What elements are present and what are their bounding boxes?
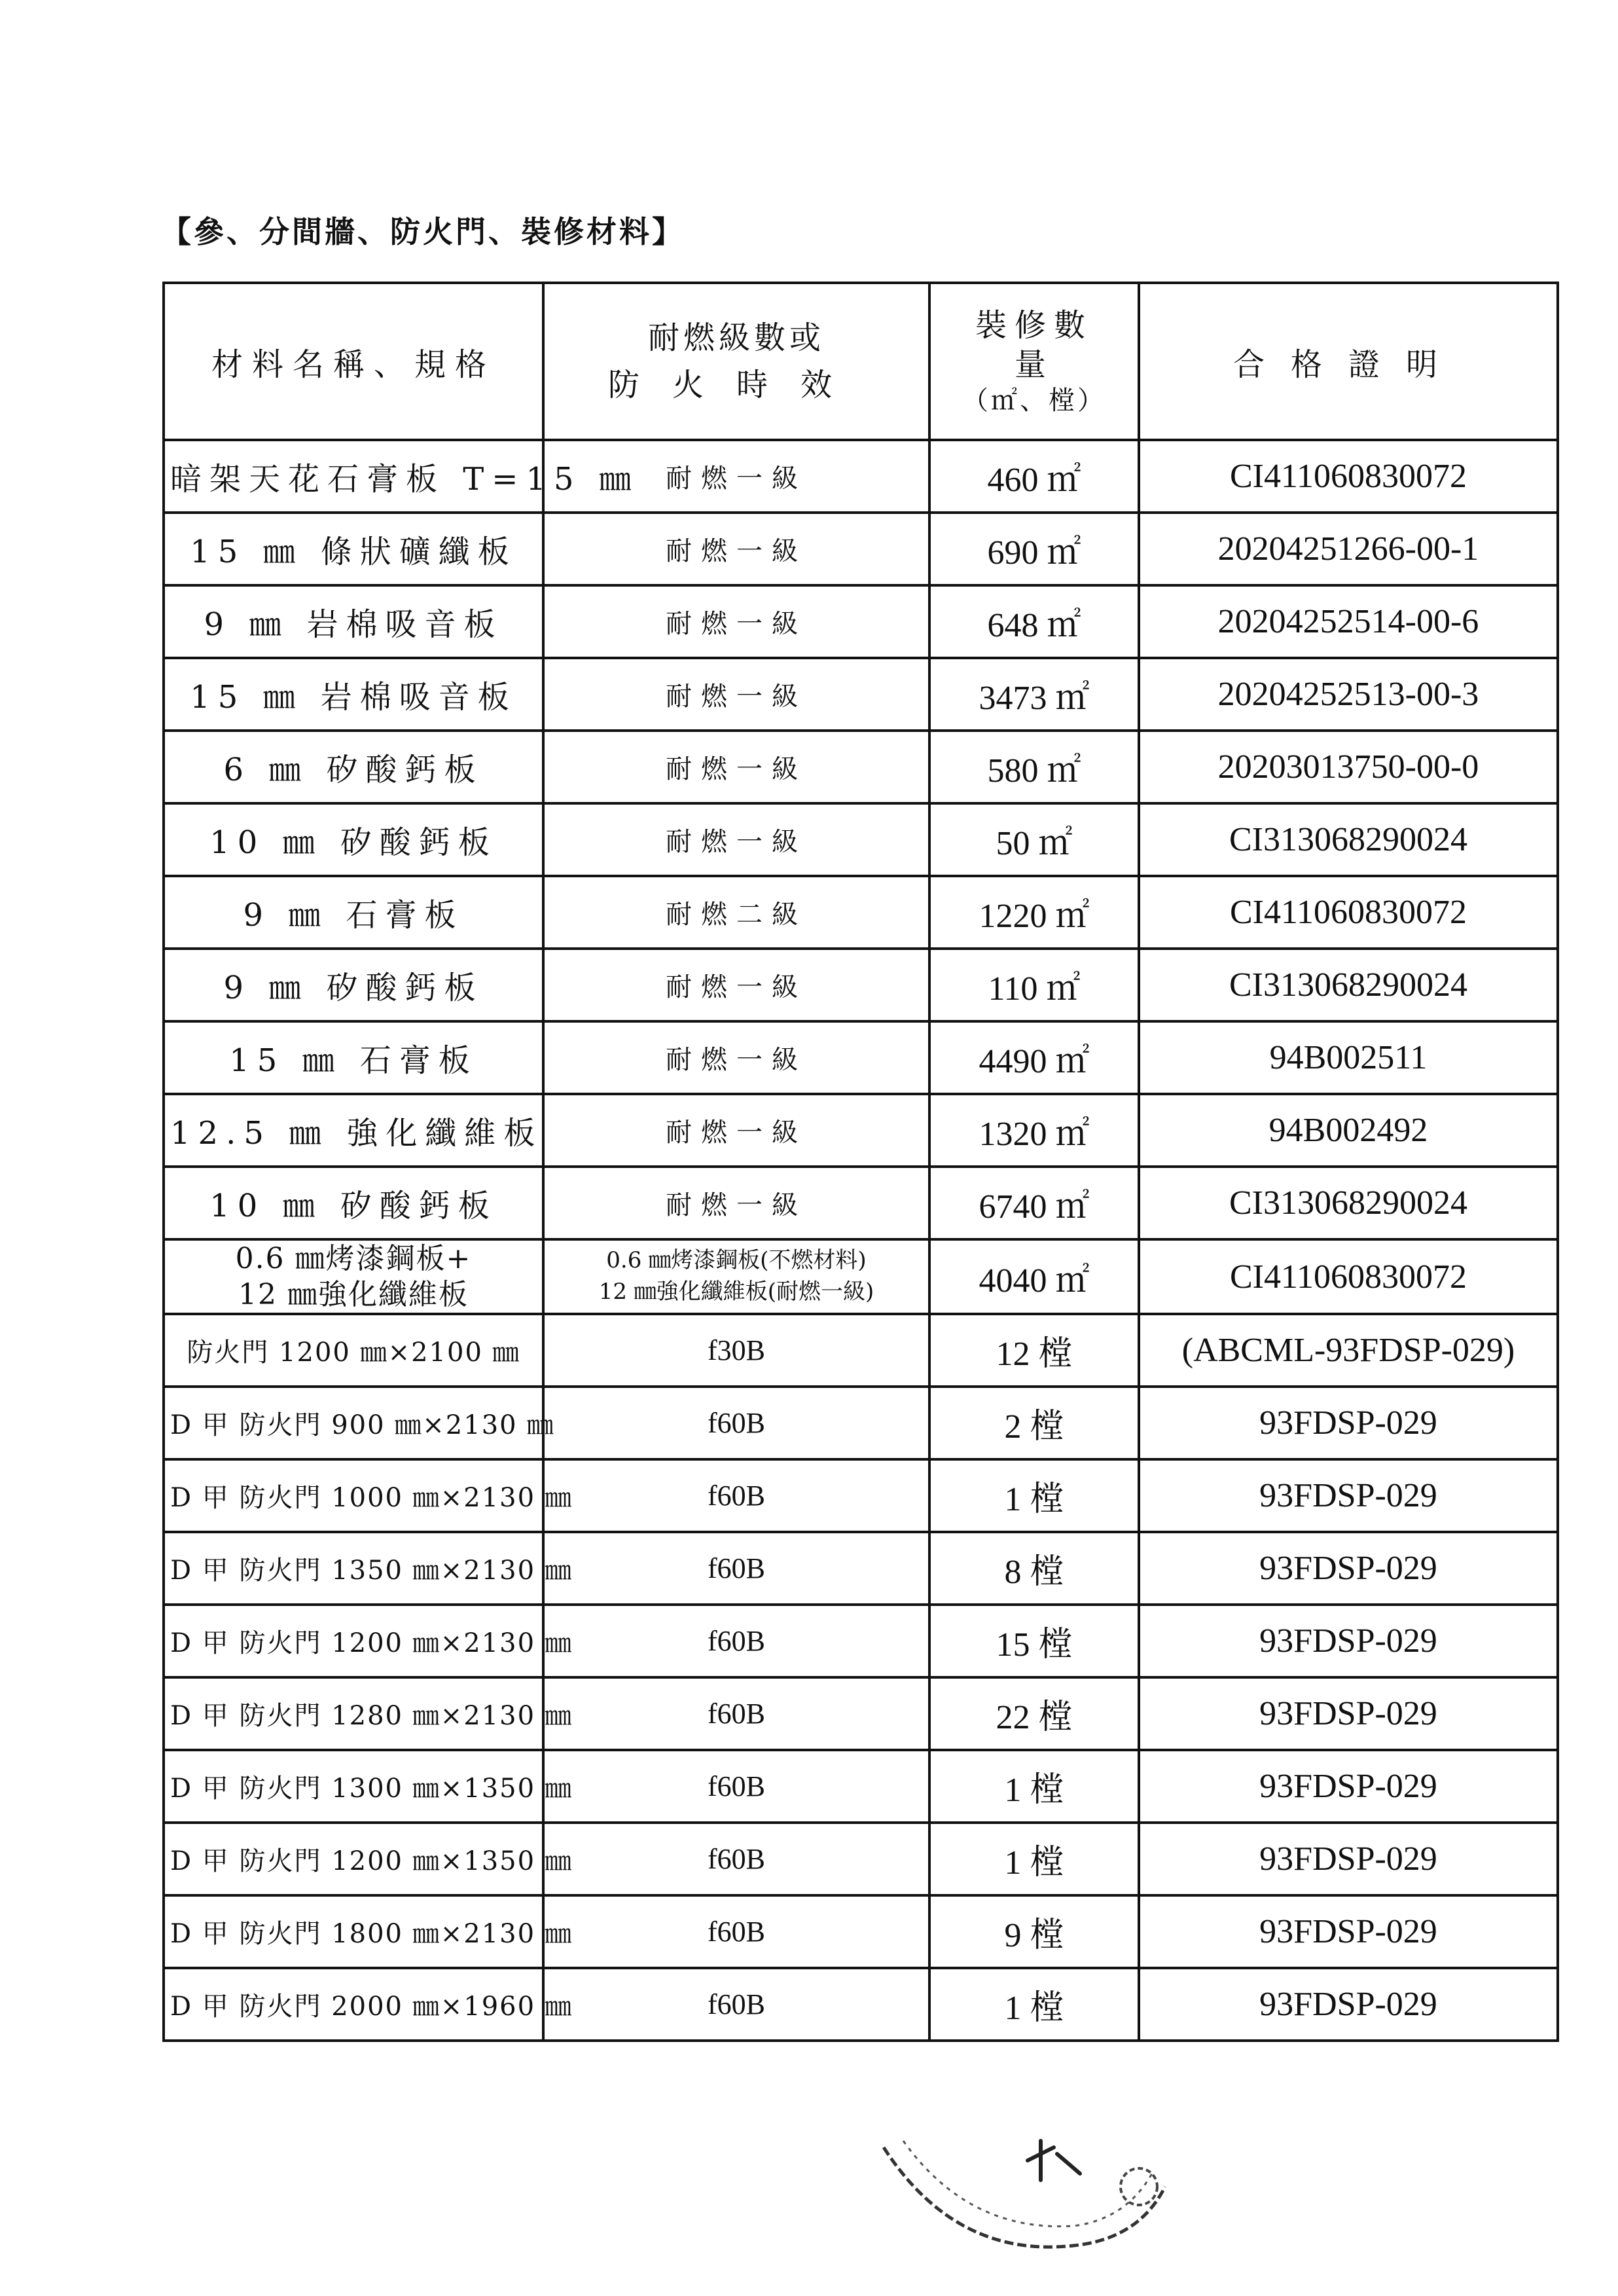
material-name-cell: D 甲 防火門 900 ㎜×2130 ㎜ xyxy=(164,1387,543,1459)
fire-rating-cell: f60B xyxy=(543,1605,929,1677)
fire-rating-cell: 耐燃一級 xyxy=(543,1167,929,1239)
material-name-line1: 0.6 ㎜烤漆鋼板+ xyxy=(235,1242,472,1275)
table-row xyxy=(164,1021,1558,1094)
section-title: 【參、分間牆、防火門、裝修材料】 xyxy=(161,214,685,249)
quantity-cell: 690 ㎡ xyxy=(929,513,1139,585)
materials-table xyxy=(162,282,1559,2042)
quantity-cell: 6740 ㎡ xyxy=(929,1167,1139,1239)
certificate-cell: 93FDSP-029 xyxy=(1139,1968,1558,2041)
fire-rating-cell: 耐燃二級 xyxy=(543,876,929,949)
header-fire-rating-line2: 防火時效 xyxy=(607,367,865,403)
certificate-cell: 20204251266-00-1 xyxy=(1139,513,1558,585)
quantity-cell: 15 樘 xyxy=(929,1605,1139,1677)
certificate-cell: 93FDSP-029 xyxy=(1139,1459,1558,1532)
material-name-cell: 9 ㎜ 矽酸鈣板 xyxy=(164,949,543,1021)
material-name-cell: 15 ㎜ 石膏板 xyxy=(164,1021,543,1094)
certificate-cell: CI411060830072 xyxy=(1139,440,1558,513)
header-quantity xyxy=(929,283,1139,440)
material-name-cell: 15 ㎜ 岩棉吸音板 xyxy=(164,658,543,731)
table-row xyxy=(164,876,1558,949)
table-row xyxy=(164,1094,1558,1167)
table-row xyxy=(164,1459,1558,1532)
quantity-cell: 12 樘 xyxy=(929,1314,1139,1387)
material-name-cell: 6 ㎜ 矽酸鈣板 xyxy=(164,731,543,803)
certificate-cell: 94B002492 xyxy=(1139,1094,1558,1167)
quantity-cell: 2 樘 xyxy=(929,1387,1139,1459)
fire-rating-cell: 耐燃一級 xyxy=(543,1021,929,1094)
quantity-cell: 3473 ㎡ xyxy=(929,658,1139,731)
quantity-cell: 4040 ㎡ xyxy=(929,1239,1139,1314)
material-name-cell: 10 ㎜ 矽酸鈣板 xyxy=(164,1167,543,1239)
material-name-cell: D 甲 防火門 1280 ㎜×2130 ㎜ xyxy=(164,1677,543,1750)
quantity-cell: 8 樘 xyxy=(929,1532,1139,1605)
material-name-cell: 15 ㎜ 條狀礦纖板 xyxy=(164,513,543,585)
table-row xyxy=(164,1239,1558,1314)
table-row xyxy=(164,1677,1558,1750)
quantity-cell: 110 ㎡ xyxy=(929,949,1139,1021)
fire-rating-cell: 耐燃一級 xyxy=(543,1094,929,1167)
table-row xyxy=(164,1750,1558,1823)
certificate-cell: CI313068290024 xyxy=(1139,1167,1558,1239)
quantity-cell: 50 ㎡ xyxy=(929,803,1139,876)
certificate-cell: 93FDSP-029 xyxy=(1139,1605,1558,1677)
certificate-cell: CI411060830072 xyxy=(1139,1239,1558,1314)
quantity-cell: 1 樘 xyxy=(929,1459,1139,1532)
certificate-cell: 20204252514-00-6 xyxy=(1139,585,1558,658)
header-material-name: 材料名稱、規格 xyxy=(164,283,543,440)
material-name-cell: 暗架天花石膏板 T=15 ㎜ xyxy=(164,440,543,513)
fire-rating-cell: f60B xyxy=(543,1895,929,1968)
table-row xyxy=(164,1605,1558,1677)
table-row xyxy=(164,1387,1558,1459)
material-name-cell: D 甲 防火門 2000 ㎜×1960 ㎜ xyxy=(164,1968,543,2041)
fire-rating-cell: f60B xyxy=(543,1532,929,1605)
certificate-cell: 20204252513-00-3 xyxy=(1139,658,1558,731)
quantity-cell: 1 樘 xyxy=(929,1750,1139,1823)
quantity-cell: 4490 ㎡ xyxy=(929,1021,1139,1094)
material-name-cell xyxy=(164,1239,543,1314)
header-fire-rating-line1: 耐燃級數或 xyxy=(647,319,825,356)
fire-rating-line1: 0.6 ㎜烤漆鋼板(不燃材料) xyxy=(606,1247,867,1274)
certificate-cell: CI313068290024 xyxy=(1139,803,1558,876)
fire-rating-cell: 耐燃一級 xyxy=(543,440,929,513)
certificate-cell: 93FDSP-029 xyxy=(1139,1677,1558,1750)
material-name-cell: D 甲 防火門 1800 ㎜×2130 ㎜ xyxy=(164,1895,543,1968)
fire-rating-cell: 耐燃一級 xyxy=(543,803,929,876)
table-row xyxy=(164,949,1558,1021)
material-name-cell: 防火門 1200 ㎜×2100 ㎜ xyxy=(164,1314,543,1387)
certificate-cell: 93FDSP-029 xyxy=(1139,1823,1558,1895)
quantity-cell: 9 樘 xyxy=(929,1895,1139,1968)
table-row xyxy=(164,1823,1558,1895)
quantity-cell: 1320 ㎡ xyxy=(929,1094,1139,1167)
certificate-cell: 93FDSP-029 xyxy=(1139,1750,1558,1823)
table-row xyxy=(164,731,1558,803)
fire-rating-line2: 12 ㎜強化纖維板(耐燃一級) xyxy=(598,1279,874,1305)
table-header-row xyxy=(164,283,1558,440)
fire-rating-cell: f60B xyxy=(543,1750,929,1823)
material-name-cell: 9 ㎜ 岩棉吸音板 xyxy=(164,585,543,658)
material-name-cell: D 甲 防火門 1350 ㎜×2130 ㎜ xyxy=(164,1532,543,1605)
table-row xyxy=(164,803,1558,876)
table-row xyxy=(164,1167,1558,1239)
table-row xyxy=(164,1532,1558,1605)
quantity-cell: 1220 ㎡ xyxy=(929,876,1139,949)
table-row xyxy=(164,585,1558,658)
certificate-cell: 93FDSP-029 xyxy=(1139,1387,1558,1459)
fire-rating-cell: f60B xyxy=(543,1968,929,2041)
fire-rating-cell: 耐燃一級 xyxy=(543,658,929,731)
material-name-cell: D 甲 防火門 1200 ㎜×1350 ㎜ xyxy=(164,1823,543,1895)
certificate-cell: CI313068290024 xyxy=(1139,949,1558,1021)
quantity-cell: 460 ㎡ xyxy=(929,440,1139,513)
official-seal xyxy=(877,2134,1178,2265)
fire-rating-cell: 耐燃一級 xyxy=(543,949,929,1021)
material-name-cell: D 甲 防火門 1200 ㎜×2130 ㎜ xyxy=(164,1605,543,1677)
table-row xyxy=(164,1895,1558,1968)
quantity-cell: 1 樘 xyxy=(929,1968,1139,2041)
fire-rating-cell: f60B xyxy=(543,1823,929,1895)
fire-rating-cell: 耐燃一級 xyxy=(543,585,929,658)
fire-rating-cell: f60B xyxy=(543,1459,929,1532)
material-name-cell: 9 ㎜ 石膏板 xyxy=(164,876,543,949)
fire-rating-cell: f30B xyxy=(543,1314,929,1387)
certificate-cell: (ABCML-93FDSP-029) xyxy=(1139,1314,1558,1387)
header-quantity-line1: 裝修數 xyxy=(975,307,1093,344)
quantity-cell: 1 樘 xyxy=(929,1823,1139,1895)
table-row xyxy=(164,1968,1558,2041)
certificate-cell: CI411060830072 xyxy=(1139,876,1558,949)
material-name-line2: 12 ㎜強化纖維板 xyxy=(238,1278,469,1311)
header-certificate: 合格證明 xyxy=(1139,283,1558,440)
quantity-cell: 648 ㎡ xyxy=(929,585,1139,658)
header-fire-rating xyxy=(543,283,929,440)
quantity-cell: 22 樘 xyxy=(929,1677,1139,1750)
certificate-cell: 93FDSP-029 xyxy=(1139,1895,1558,1968)
material-name-cell: D 甲 防火門 1300 ㎜×1350 ㎜ xyxy=(164,1750,543,1823)
table-row xyxy=(164,513,1558,585)
header-quantity-line2: 量 xyxy=(1014,346,1054,383)
material-name-cell: D 甲 防火門 1000 ㎜×2130 ㎜ xyxy=(164,1459,543,1532)
fire-rating-cell: f60B xyxy=(543,1677,929,1750)
fire-rating-cell: 耐燃一級 xyxy=(543,513,929,585)
fire-rating-cell xyxy=(543,1239,929,1314)
header-quantity-unit: （㎡、樘） xyxy=(962,386,1106,416)
certificate-cell: 93FDSP-029 xyxy=(1139,1532,1558,1605)
table-row xyxy=(164,658,1558,731)
material-name-cell: 12.5 ㎜ 強化纖維板 xyxy=(164,1094,543,1167)
fire-rating-cell: 耐燃一級 xyxy=(543,731,929,803)
material-name-cell: 10 ㎜ 矽酸鈣板 xyxy=(164,803,543,876)
table-row xyxy=(164,440,1558,513)
certificate-cell: 94B002511 xyxy=(1139,1021,1558,1094)
quantity-cell: 580 ㎡ xyxy=(929,731,1139,803)
certificate-cell: 20203013750-00-0 xyxy=(1139,731,1558,803)
table-row xyxy=(164,1314,1558,1387)
fire-rating-cell: f60B xyxy=(543,1387,929,1459)
